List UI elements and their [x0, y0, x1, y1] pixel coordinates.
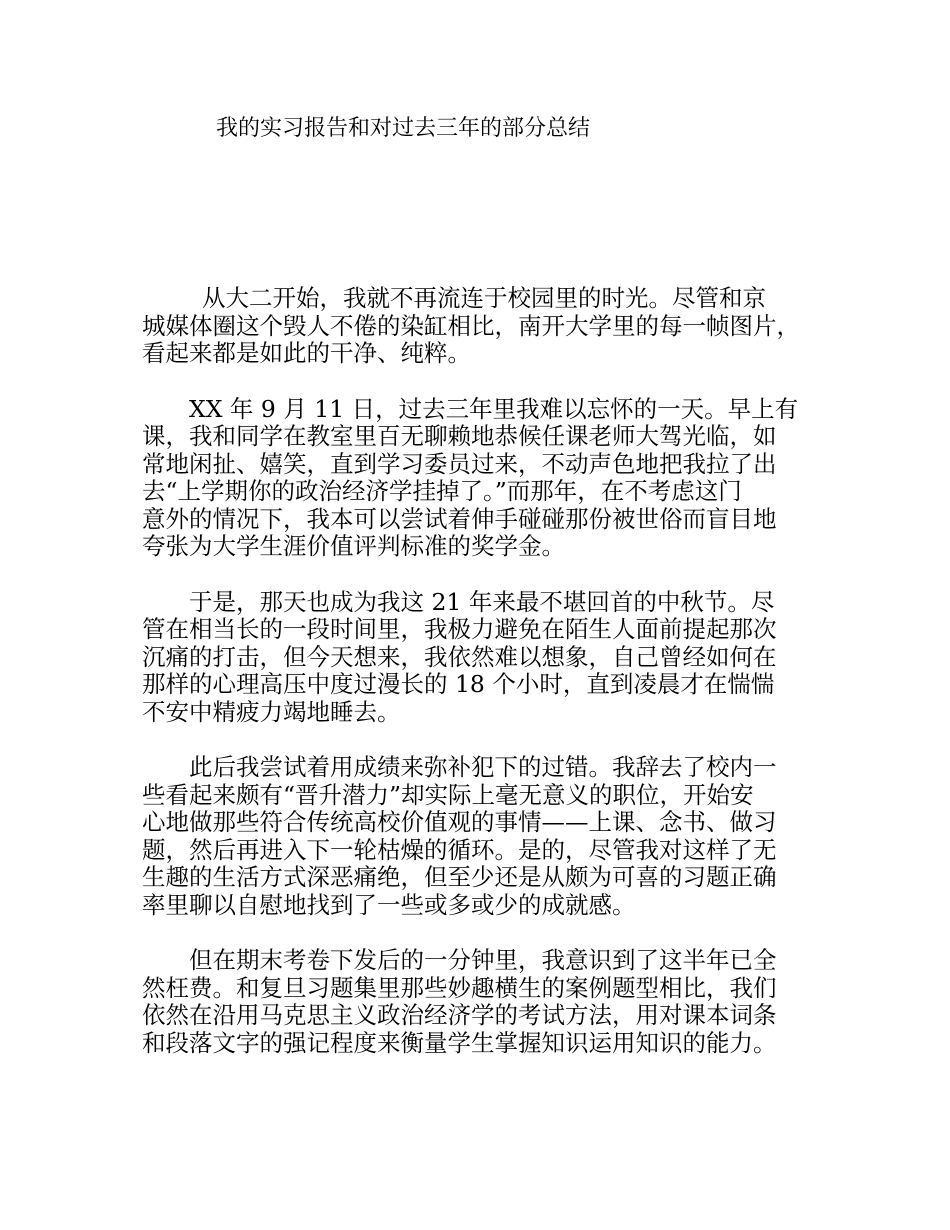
text-line: 从大二开始，我就不再流连于校园里的时光。尽管和京: [202, 284, 766, 312]
document-title: 我的实习报告和对过去三年的部分总结: [216, 116, 591, 141]
text-line: 些看起来颇有“晋升潜力”却实际上毫无意义的职位，开始安: [142, 780, 754, 809]
text-line: 率里聊以自慰地找到了一些或多或少的成就感。: [142, 890, 636, 919]
text-line: 课，我和同学在教室里百无聊赖地恭候任课老师大驾光临，如: [142, 422, 777, 450]
text-line: 意外的情况下，我本可以尝试着伸手碰碰那份被世俗而盲目地: [142, 504, 777, 533]
text-line: 然枉费。和复旦习题集里那些妙趣横生的案例题型相比，我们: [142, 973, 777, 1002]
text-line: 不安中精疲力竭地睡去。: [142, 697, 401, 726]
text-line: 题，然后再进入下一轮枯燥的循环。是的，尽管我对这样了无: [142, 835, 777, 864]
text-line: 依然在沿用马克思主义政治经济学的考试方法，用对课本词条: [142, 1001, 777, 1029]
paragraph-4: [142, 754, 822, 919]
text-line: 沉痛的打击，但今天想来，我依然难以想象，自己曾经如何在: [142, 642, 777, 671]
text-line: 此后我尝试着用成绩来弥补犯下的过错。我辞去了校内一: [189, 753, 777, 781]
text-line: 去“上学期你的政治经济学挂掉了。”而那年，在不考虑这门: [142, 477, 742, 505]
text-line: XX 年 9 月 11 日，过去三年里我难以忘怀的一天。早上有: [189, 394, 799, 423]
paragraph-5: [142, 947, 822, 1057]
document-body: [142, 285, 822, 1085]
text-line: 于是，那天也成为我这 21 年来最不堪回首的中秋节。尽: [189, 587, 775, 616]
text-line: 生趣的生活方式深恶痛绝，但至少还是从颇为可喜的习题正确: [142, 863, 777, 891]
text-line: 看起来都是如此的干净、纯粹。: [142, 339, 471, 367]
text-line: 城媒体圈这个毁人不倦的染缸相比，南开大学里的每一帧图片，: [142, 311, 800, 340]
text-line: 那样的心理高压中度过漫长的 18 个小时，直到凌晨才在惴惴: [142, 670, 775, 698]
text-line: 但在期末考卷下发后的一分钟里，我意识到了这半年已全: [189, 946, 777, 974]
text-line: 常地闲扯、嬉笑，直到学习委员过来，不动声色地把我拉了出: [142, 449, 777, 478]
text-line: 和段落文字的强记程度来衡量学生掌握知识运用知识的能力。: [142, 1028, 777, 1057]
text-line: 心地做那些符合传统高校价值观的事情——上课、念书、做习: [142, 808, 777, 836]
paragraph-3: [142, 589, 822, 727]
paragraph-1: [142, 285, 822, 368]
text-line: 夸张为大学生涯价值评判标准的奖学金。: [142, 532, 565, 560]
text-line: 管在相当长的一段时间里，我极力避免在陌生人面前提起那次: [142, 615, 777, 643]
paragraph-2: [142, 396, 822, 561]
